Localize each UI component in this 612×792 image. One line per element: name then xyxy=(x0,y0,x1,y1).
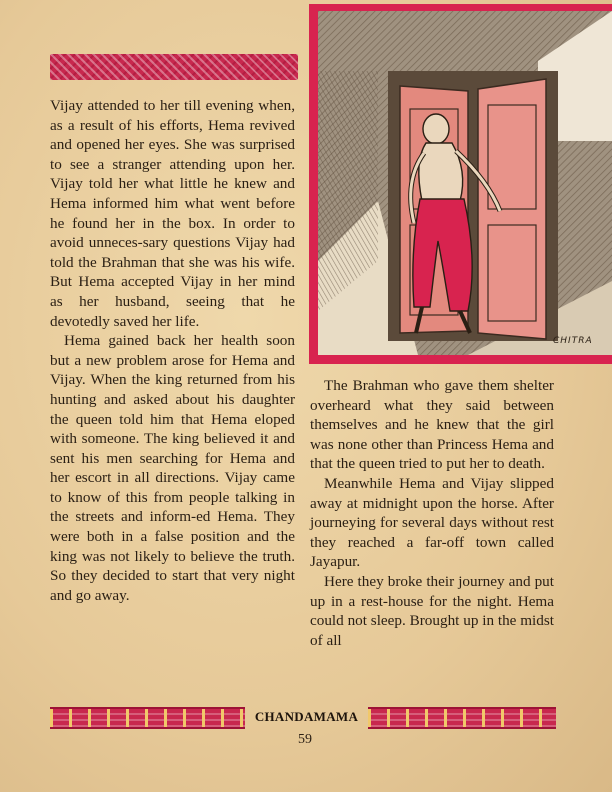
paragraph-3: The Brahman who gave them shelter overheard what they said between themselves and he knew that the girl was none other than Princess Hema and that the queen tried to put her to death. xyxy=(310,377,554,473)
page-number: 59 xyxy=(298,732,312,747)
paragraph-5: Here they broke their journey and put up in a rest-house for the night. Hema could not sleep. Brought up in the midst of all xyxy=(310,572,554,649)
brahman-at-door-illustration xyxy=(318,11,612,355)
footer-decoration-left xyxy=(50,707,245,729)
story-illustration xyxy=(309,4,612,364)
right-text-column xyxy=(310,376,554,650)
left-text-column xyxy=(50,96,295,605)
magazine-name: CHANDAMAMA xyxy=(254,709,359,724)
footer-decoration-right xyxy=(368,707,556,729)
decorative-header-band xyxy=(50,54,298,80)
illustrator-signature: CHITRA xyxy=(553,336,593,346)
paragraph-1: Vijay attended to her till evening when, as a result of his efforts, Hema revived and opened her eyes. She was surprised to see a stranger attending upon her. Vijay told her what little he knew and Hema informed him what went before he found her in the box. In order to avoid unneces-sary questions Vijay had told the Brahman that she was his wife. But Hema accepted Vijay in her mind as her husband, seeing that he devotedly saved her life. xyxy=(50,97,295,330)
paragraph-4: Meanwhile Hema and Vijay slipped away at midnight upon the horse. After journeying for several days without rest they reached a far-off town called Jayapur. xyxy=(310,474,554,571)
paragraph-2: Hema gained back her health soon but a new problem arose for Hema and Vijay. When the king returned from his hunting and asked about his daughter the queen told him that Hema eloped with someone. The king believed it and sent his men searching for Hema and her escort in all directions. Vijay came to know of this from people talking in the streets and inform-ed Hema. They were both in a false position and the king was not likely to believe the truth. So they decided to start that very night and go away. xyxy=(50,332,295,604)
